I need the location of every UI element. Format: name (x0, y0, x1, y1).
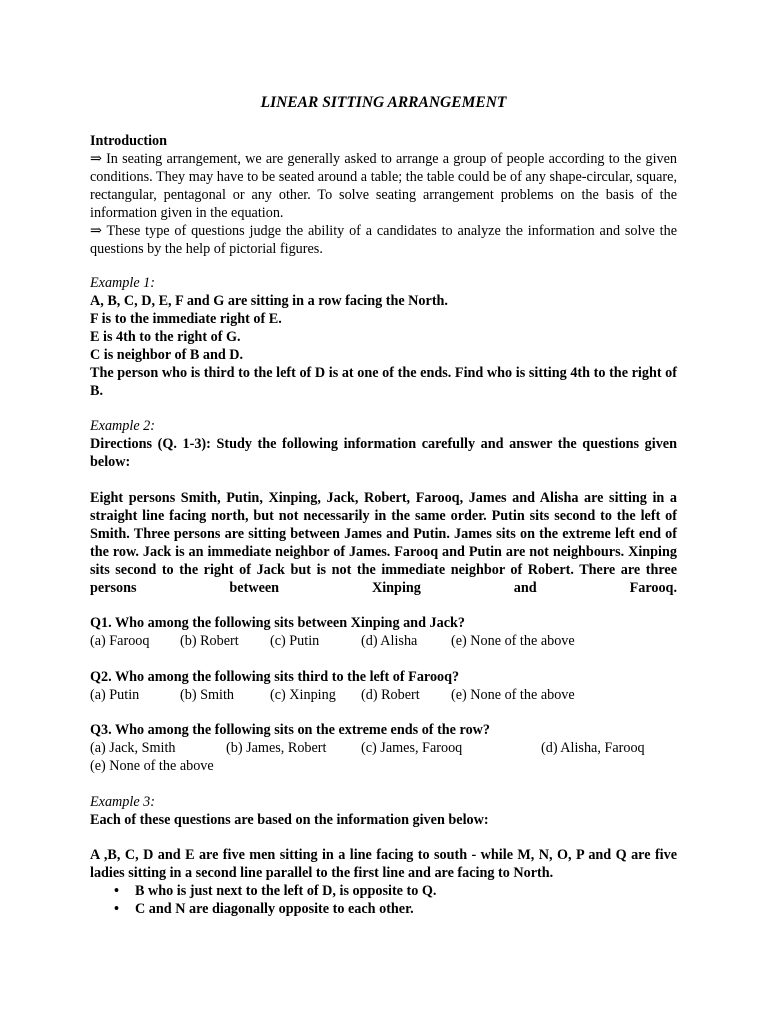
option-e: (e) None of the above (451, 687, 575, 703)
introduction-section (90, 132, 677, 258)
example-2-passage-block (90, 489, 677, 597)
question-text: Q2. Who among the following sits third to the left of Farooq? (90, 669, 460, 685)
example-1-label: Example 1: (90, 275, 156, 291)
bullet-icon: • (114, 883, 119, 899)
question-2 (90, 668, 677, 704)
option-a: (a) Farooq (90, 633, 150, 649)
option-d: (d) Alisha (361, 633, 418, 649)
list-item (90, 900, 677, 918)
option-b: (b) Smith (180, 687, 234, 703)
example-2-directions: Directions (Q. 1-3): Study the following information carefully and answer the questions given below: (90, 436, 677, 470)
example-1-line: E is 4th to the right of G. (90, 329, 241, 345)
example-2-label: Example 2: (90, 418, 156, 434)
option-d: (d) Alisha, Farooq (541, 740, 645, 756)
list-item (90, 882, 677, 900)
question-options (90, 739, 677, 757)
example-3-bullet-list (90, 882, 677, 918)
example-1-line: F is to the immediate right of E. (90, 311, 282, 327)
example-3-passage-block (90, 846, 677, 918)
bullet-text: B who is just next to the left of D, is opposite to Q. (135, 883, 437, 899)
question-1 (90, 614, 677, 650)
bullet-text: C and N are diagonally opposite to each other. (135, 901, 414, 917)
option-c: (c) James, Farooq (361, 740, 463, 756)
example-1-line: C is neighbor of B and D. (90, 347, 244, 363)
option-b: (b) Robert (180, 633, 239, 649)
question-options (90, 632, 677, 650)
example-3-passage: A ,B, C, D and E are five men sitting in a line facing to south - while M, N, O, P and Q are five ladies sitting in a second line parallel to the first line and are facing to North. (90, 847, 677, 881)
option-c: (c) Putin (270, 633, 320, 649)
option-e: (e) None of the above (90, 758, 214, 774)
example-2-passage: Eight persons Smith, Putin, Xinping, Jack, Robert, Farooq, James and Alisha are sitting in a straight line facing north, but not necessarily in the same order. Putin sits second to the left of Smith. Three persons are sitting between James and Putin. James sits on the extreme left end of the row. Jack is an immediate neighbor of James. Farooq and Putin are not neighbours. Xinping sits second to the right of Jack but is not the immediate neighbor of Robert. There are three persons between Xinping and Farooq. (90, 490, 677, 596)
option-c: (c) Xinping (270, 687, 336, 703)
introduction-heading: Introduction (90, 133, 167, 149)
question-text: Q3. Who among the following sits on the extreme ends of the row? (90, 722, 490, 738)
option-d: (d) Robert (361, 687, 420, 703)
introduction-paragraph-2: ⇒ These type of questions judge the ability of a candidates to analyze the information and solve the questions by the help of pictorial figures. (90, 223, 677, 257)
introduction-paragraph-1: ⇒ In seating arrangement, we are generally asked to arrange a group of people according to the given conditions. They may have to be seated around a table; the table could be of any shape-circular, square, rectangular, pentagonal or any other. To solve seating arrangement problems on the basis of the information given in the equation. (90, 151, 677, 221)
example-1-question: The person who is third to the left of D is at one of the ends. Find who is sitting 4th to the right of B. (90, 365, 677, 399)
option-e: (e) None of the above (451, 633, 575, 649)
example-1-line: A, B, C, D, E, F and G are sitting in a row facing the North. (90, 293, 448, 309)
example-3-intro: Each of these questions are based on the information given below: (90, 812, 489, 828)
example-2-section (90, 417, 677, 471)
example-1-section (90, 274, 677, 400)
question-text: Q1. Who among the following sits between Xinping and Jack? (90, 615, 465, 631)
example-3-section (90, 793, 677, 829)
option-a: (a) Jack, Smith (90, 740, 176, 756)
page-title: LINEAR SITTING ARRANGEMENT (260, 94, 507, 111)
question-3 (90, 721, 677, 775)
option-b: (b) James, Robert (226, 740, 327, 756)
question-options (90, 686, 677, 704)
option-a: (a) Putin (90, 687, 140, 703)
bullet-icon: • (114, 901, 119, 917)
example-3-label: Example 3: (90, 794, 156, 810)
